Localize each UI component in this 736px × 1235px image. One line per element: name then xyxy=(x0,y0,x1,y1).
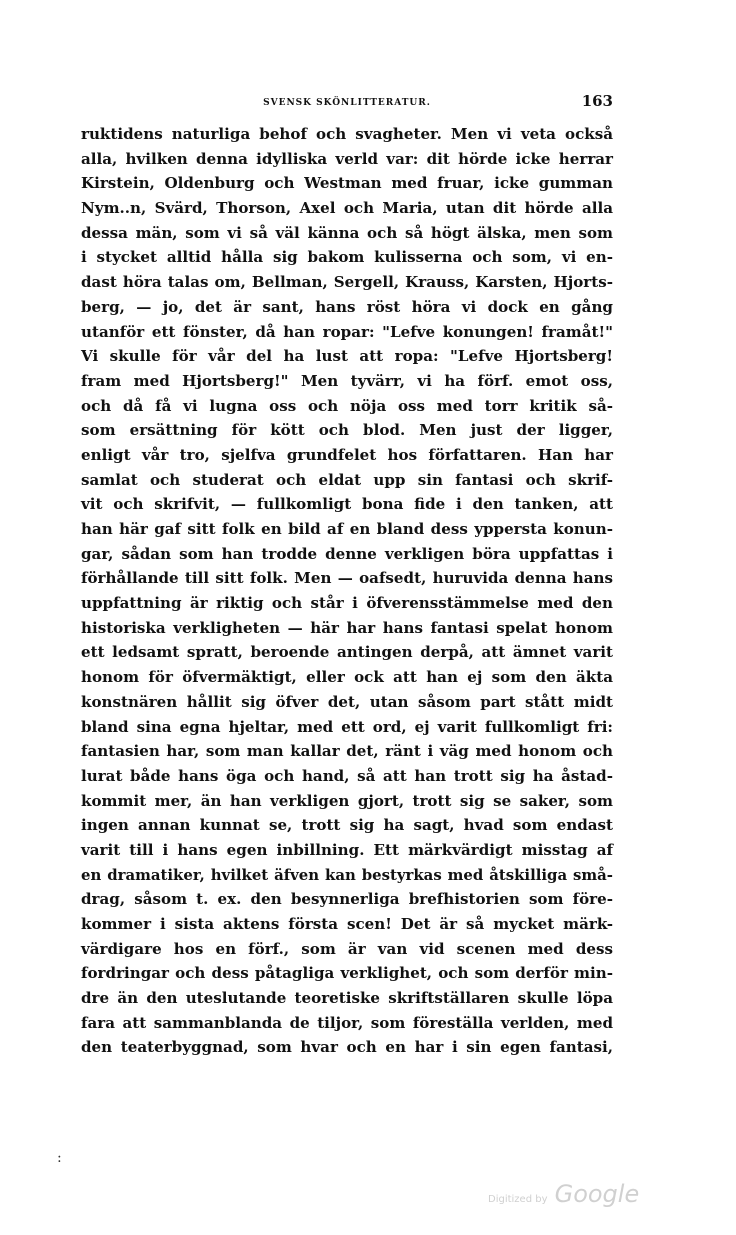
text-line: varit till i hans egen inbillning. Ett märkvärdigt misstag af xyxy=(81,840,613,859)
text-line: fordringar och dess påtagliga verklighet, och som derför min- xyxy=(81,964,613,983)
text-line: Nym..n, Svärd, Thorson, Axel och Maria, utan dit hörde alla xyxy=(81,199,613,218)
page-number: 163 xyxy=(581,92,613,110)
text-line: en dramatiker, hvilket äfven kan bestyrkas med åtskilliga små- xyxy=(81,865,613,884)
text-line: dessa män, som vi så väl känna och så högt älska, men som xyxy=(81,223,613,242)
text-line: alla, hvilken denna idylliska verld var: dit hörde icke herrar xyxy=(81,149,613,168)
running-title: SVENSK SKÖNLITTERATUR. xyxy=(263,98,431,108)
text-line: och då få vi lugna oss och nöja oss med torr kritik så- xyxy=(81,396,613,415)
text-line: bland sina egna hjeltar, med ett ord, ej varit fullkomligt fri: xyxy=(81,717,613,736)
text-line: dre än den uteslutande teoretiske skriftställaren skulle löpa xyxy=(81,989,613,1008)
text-line: berg, — jo, det är sant, hans röst höra vi dock en gång xyxy=(81,297,613,316)
text-line: den teaterbyggnad, som hvar och en har i sin egen fantasi, xyxy=(81,1038,613,1057)
text-line: fantasien har, som man kallar det, ränt i väg med honom och xyxy=(81,742,613,761)
text-line: fram med Hjortsberg!" Men tyvärr, vi ha förf. emot oss, xyxy=(81,371,613,390)
text-line: ingen annan kunnat se, trott sig ha sagt, hvad som endast xyxy=(81,816,613,835)
text-line: som ersättning för kött och blod. Men just der ligger, xyxy=(81,421,613,440)
text-line: konstnären hållit sig öfver det, utan såsom part stått midt xyxy=(81,692,613,711)
text-line: drag, såsom t. ex. den besynnerliga brefhistorien som före- xyxy=(81,890,613,909)
text-line: kommit mer, än han verkligen gjort, trott sig se saker, som xyxy=(81,791,613,810)
text-line: Kirstein, Oldenburg och Westman med fruar, icke gumman xyxy=(81,174,613,193)
text-line: honom för öfvermäktigt, eller ock att han ej som den äkta xyxy=(81,668,613,687)
digitized-watermark xyxy=(488,1180,639,1208)
text-line: lurat både hans öga och hand, så att han trott sig ha åstad- xyxy=(81,766,613,785)
text-line: värdigare hos en förf., som är van vid scenen med dess xyxy=(81,939,613,958)
text-line: Vi skulle för vår del ha lust att ropa: "Lefve Hjortsberg! xyxy=(81,347,613,366)
text-line: han här gaf sitt folk en bild af en bland dess yppersta konun- xyxy=(81,520,613,538)
text-line: samlat och studerat och eldat upp sin fantasi och skrif- xyxy=(81,470,613,489)
text-line: kommer i sista aktens första scen! Det är så mycket märk- xyxy=(81,915,613,933)
text-line: fara att sammanblanda de tiljor, som föreställa verlden, med xyxy=(81,1013,613,1032)
text-line: historiska verkligheten — här har hans fantasi spelat honom xyxy=(81,618,613,637)
body-text xyxy=(81,122,613,1060)
watermark-prefix: Digitized by xyxy=(488,1194,548,1205)
text-line: förhållande till sitt folk. Men — oafsedt, huruvida denna hans xyxy=(81,569,613,588)
text-line: ruktidens naturliga behof och svagheter. Men vi veta också xyxy=(81,125,613,143)
text-line: gar, sådan som han trodde denne verkligen böra uppfattas i xyxy=(81,544,613,563)
text-line: vit och skrifvit, — fullkomligt bona fide i den tanken, att xyxy=(81,495,613,514)
margin-mark: : xyxy=(57,1150,62,1166)
text-line: ett ledsamt spratt, beroende antingen derpå, att ämnet varit xyxy=(81,643,613,662)
text-line: i stycket alltid hålla sig bakom kulisserna och som, vi en- xyxy=(81,248,613,267)
text-line: enligt vår tro, sjelfva grundfelet hos författaren. Han har xyxy=(81,445,613,464)
text-line: utanför ett fönster, då han ropar: "Lefve konungen! framåt!" xyxy=(81,322,613,341)
watermark-logo: Google xyxy=(554,1180,640,1208)
text-line: uppfattning är riktig och står i öfverensstämmelse med den xyxy=(81,594,613,613)
text-line: dast höra talas om, Bellman, Sergell, Krauss, Karsten, Hjorts- xyxy=(81,273,613,292)
running-head xyxy=(81,92,613,114)
